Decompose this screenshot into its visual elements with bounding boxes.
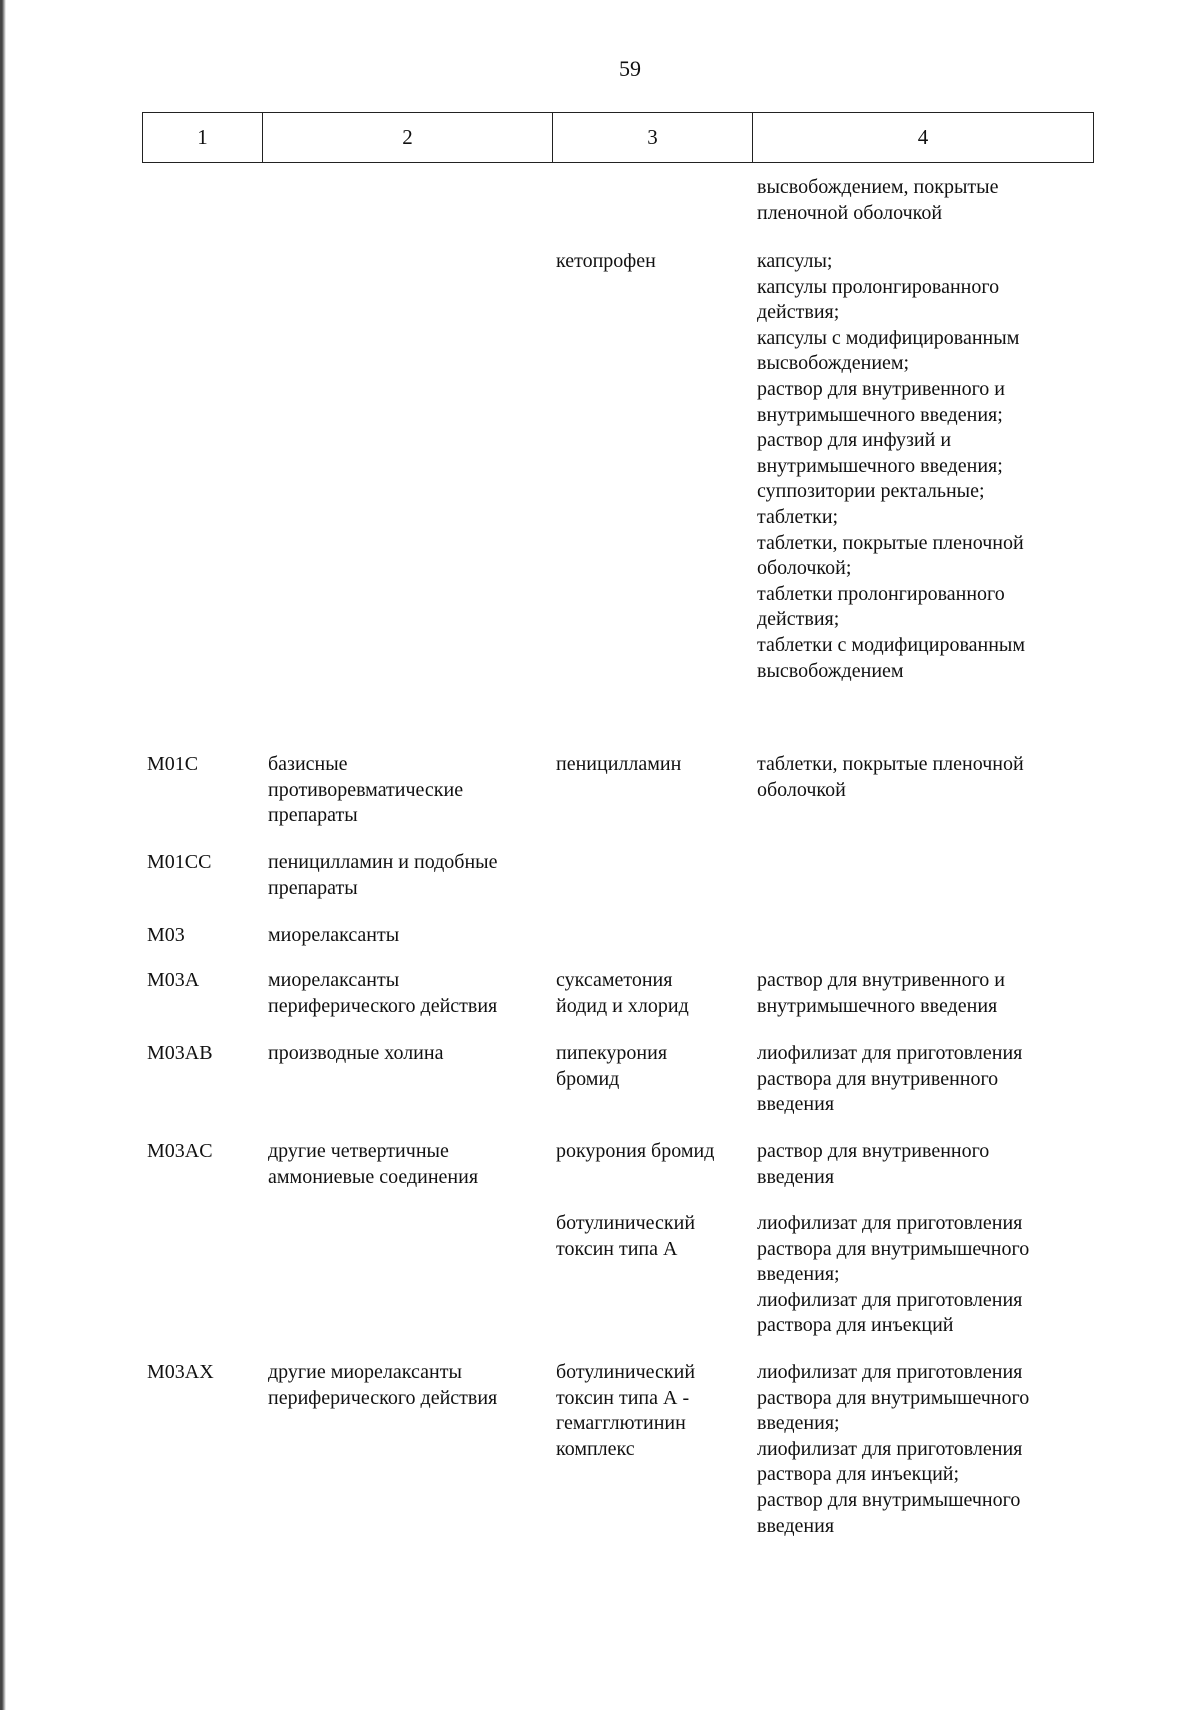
row-6-drug: пипекурония бромид xyxy=(556,1042,668,1090)
row-5-form: раствор для внутривенного и внутримышечного введения xyxy=(757,969,1006,1017)
row-7-code: M03AC xyxy=(147,1140,213,1162)
row-0-form: высвобождением, покрытые пленочной оболочкой xyxy=(757,176,999,224)
row-9-group: другие миорелаксанты периферического действия xyxy=(268,1361,498,1409)
row-3-group: пеницилламин и подобные препараты xyxy=(268,851,498,899)
row-9-form: лиофилизат для приготовления раствора для внутримышечного введения; лиофилизат для приготовления раствора для инъекций; раствор для внутримышечного введения xyxy=(757,1361,1030,1537)
row-6-group: производные холина xyxy=(268,1042,444,1064)
row-2-drug: пеницилламин xyxy=(556,753,682,775)
row-8-drug: ботулинический токсин типа А xyxy=(556,1212,696,1260)
header-col-2: 2 xyxy=(263,113,553,162)
scan-edge xyxy=(0,0,6,1710)
row-6-code: M03AB xyxy=(147,1042,213,1064)
row-5-drug: суксаметония йодид и хлорид xyxy=(556,969,689,1017)
row-1-form: капсулы; капсулы пролонгированного действия; капсулы с модифицированным высвобождением; раствор для внутривенного и внутримышечного введения; раствор для инфузий и внутримышечного введения; суппозитории ректальные; таблетки; таблетки, покрытые пленочной оболочкой; таблетки пролонгированного действия; таблетки с модифицированным высвобождением xyxy=(757,250,1026,682)
row-2-group: базисные противоревматические препараты xyxy=(268,753,464,827)
row-2-form: таблетки, покрытые пленочной оболочкой xyxy=(757,753,1024,801)
row-4-code: M03 xyxy=(147,924,185,946)
row-3-code: M01CC xyxy=(147,851,212,873)
row-7-drug: рокурония бромид xyxy=(556,1140,715,1162)
row-6-form: лиофилизат для приготовления раствора для внутривенного введения xyxy=(757,1042,1023,1116)
row-7-group: другие четвертичные аммониевые соединения xyxy=(268,1140,479,1188)
row-1-drug: кетопрофен xyxy=(556,250,656,272)
row-2-code: M01C xyxy=(147,753,199,775)
header-col-4: 4 xyxy=(917,125,929,149)
row-7-form: раствор для внутривенного введения xyxy=(757,1140,990,1188)
table-header-row xyxy=(142,112,1094,163)
row-9-drug: ботулинический токсин типа А - гемагглютинин комплекс xyxy=(556,1361,696,1460)
row-5-group: миорелаксанты периферического действия xyxy=(268,969,498,1017)
header-col-1: 1 xyxy=(143,113,263,162)
row-5-code: M03A xyxy=(147,969,200,991)
header-col-3: 3 xyxy=(553,113,753,162)
row-4-group: миорелаксанты xyxy=(268,924,400,946)
row-8-form: лиофилизат для приготовления раствора для внутримышечного введения; лиофилизат для приготовления раствора для инъекций xyxy=(757,1212,1030,1337)
page-number: 59 xyxy=(619,56,641,81)
row-9-code: M03AX xyxy=(147,1361,214,1383)
